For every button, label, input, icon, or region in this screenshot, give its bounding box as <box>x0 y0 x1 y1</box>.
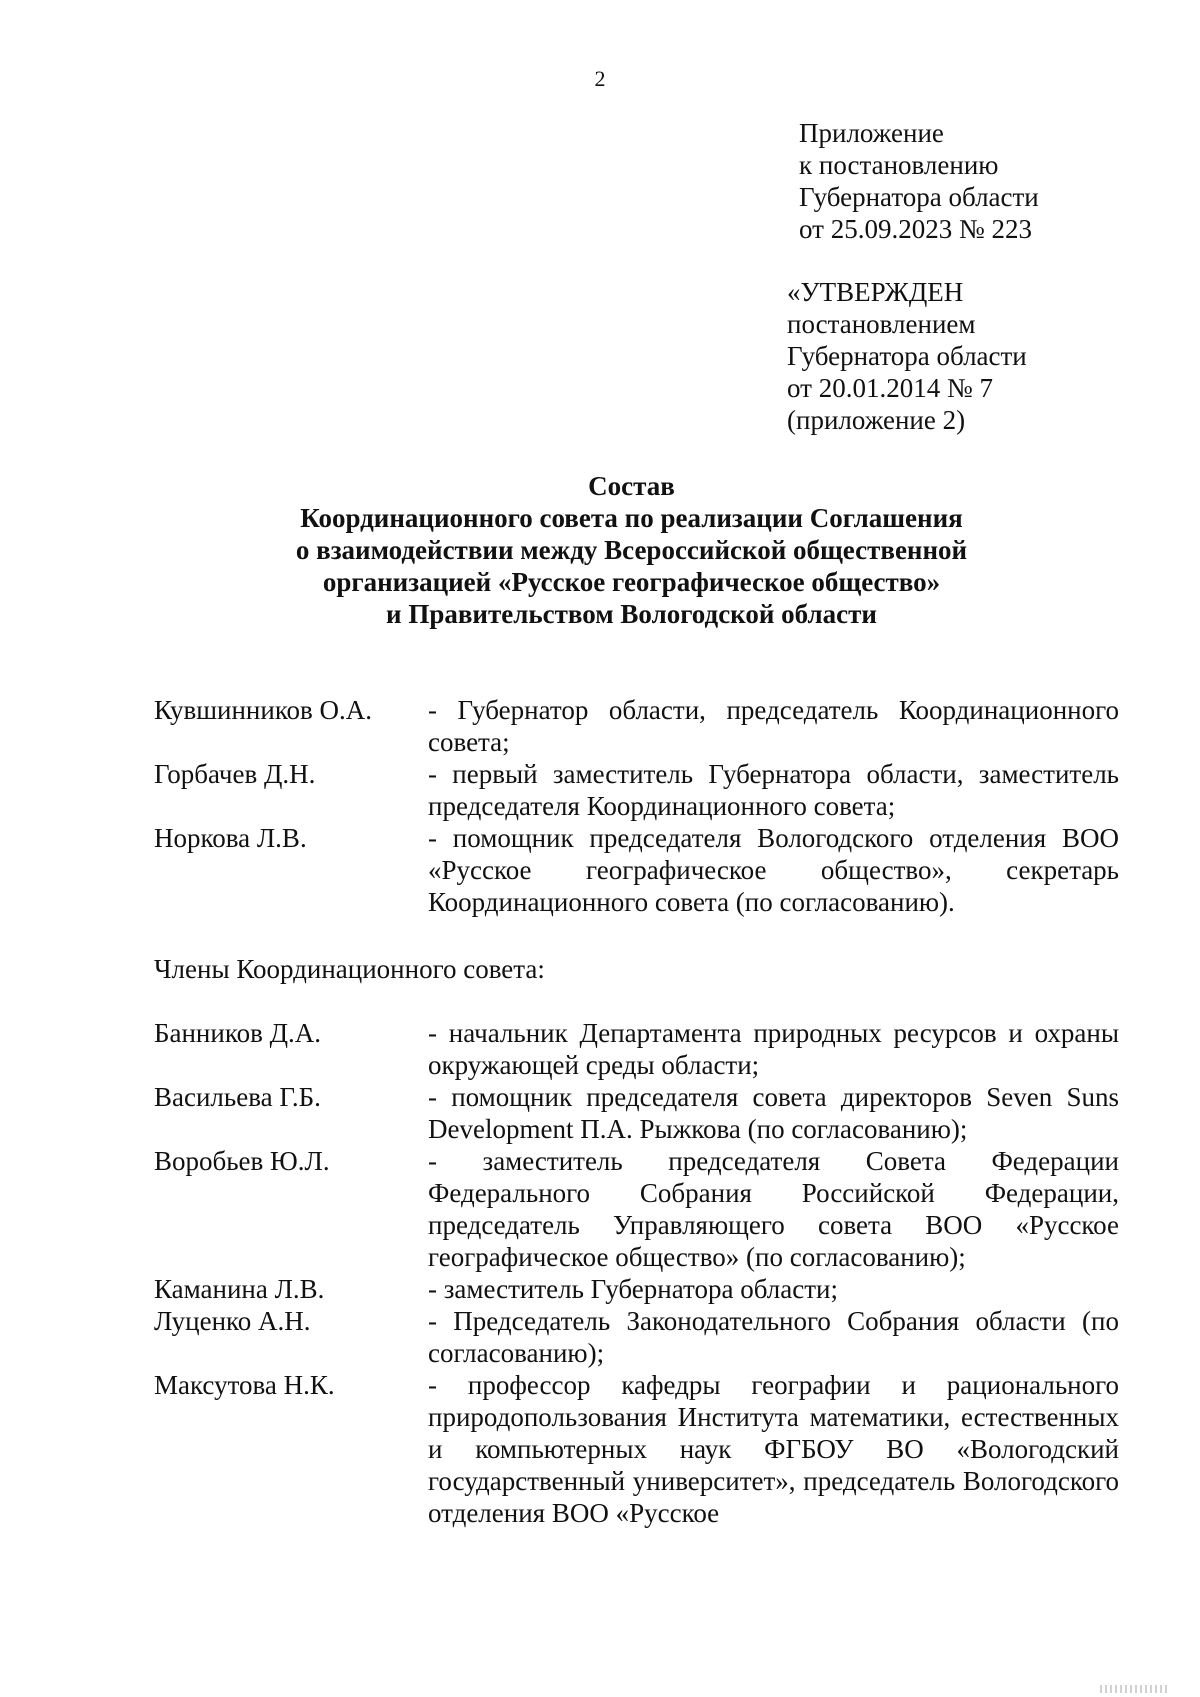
member-row <box>154 1273 1119 1305</box>
member-name: Луценко А.Н. <box>154 1306 311 1336</box>
approval-line: от 20.01.2014 № 7 <box>787 373 993 403</box>
scan-artifact <box>1100 1685 1170 1693</box>
members-heading: Члены Координационного совета: <box>154 954 545 984</box>
document-title <box>150 470 1113 630</box>
member-name: Кувшинников О.А. <box>154 695 373 725</box>
member-role: - начальник Департамента природных ресурсов и охраны окружающей среды области; <box>428 1018 1119 1080</box>
member-row <box>154 1017 1119 1081</box>
member-role: - Председатель Законодательного Собрания области (по согласованию); <box>428 1306 1119 1368</box>
leadership-list <box>154 694 1119 918</box>
title-line: и Правительством Вологодской области <box>386 599 877 629</box>
member-name: Васильева Г.Б. <box>154 1082 321 1112</box>
leadership-row <box>154 694 1119 758</box>
member-role: - помощник председателя совета директоров Seven Suns Development П.А. Рыжкова (по согласованию); <box>428 1082 1119 1144</box>
leadership-row <box>154 758 1119 822</box>
page-number: 2 <box>594 66 606 91</box>
approval-line: (приложение 2) <box>787 405 966 435</box>
member-name: Воробьев Ю.Л. <box>154 1146 330 1176</box>
member-name: Каманина Л.В. <box>154 1274 325 1304</box>
appendix-line: Губернатора области <box>799 182 1039 212</box>
member-role: - заместитель Губернатора области; <box>428 1274 838 1304</box>
member-role: - первый заместитель Губернатора области, заместитель председателя Координационного совета; <box>428 759 1119 821</box>
title-line: о взаимодействии между Всероссийской общественной <box>295 535 968 565</box>
title-line: Состав <box>588 471 675 501</box>
member-row <box>154 1081 1119 1145</box>
approval-line: «УТВЕРЖДЕН <box>787 277 964 307</box>
appendix-line: к постановлению <box>799 150 999 180</box>
members-list <box>154 1017 1119 1529</box>
member-name: Норкова Л.В. <box>154 823 307 853</box>
appendix-line: Приложение <box>799 118 944 148</box>
title-line: Координационного совета по реализации Соглашения <box>300 503 963 533</box>
member-role: - Губернатор области, председатель Координационного совета; <box>428 695 1119 757</box>
member-name: Максутова Н.К. <box>154 1370 335 1400</box>
member-row <box>154 1145 1119 1273</box>
member-role: - заместитель председателя Совета Федерации Федерального Собрания Российской Федерации, председатель Управляющего совета ВОО «Русское географическое общество» (по согласованию); <box>428 1146 1119 1272</box>
appendix-line: от 25.09.2023 № 223 <box>799 214 1032 244</box>
member-name: Горбачев Д.Н. <box>154 759 316 789</box>
member-row <box>154 1369 1119 1529</box>
appendix-header <box>799 117 1179 245</box>
approval-stamp-text <box>787 276 1167 436</box>
member-role: - помощник председателя Вологодского отделения ВОО «Русское географическое общество», секретарь Координационного совета (по согласованию). <box>428 823 1119 917</box>
leadership-row <box>154 822 1119 918</box>
member-role: - профессор кафедры географии и рационального природопользования Института математики, естественных и компьютерных наук ФГБОУ ВО «Вологодский государственный университет», председатель Вологодского отделения ВОО «Русское <box>428 1370 1119 1528</box>
member-row <box>154 1305 1119 1369</box>
title-line: организацией «Русское географическое общество» <box>322 567 941 597</box>
approval-line: постановлением <box>787 309 976 339</box>
member-name: Банников Д.А. <box>154 1018 321 1048</box>
approval-line: Губернатора области <box>787 341 1027 371</box>
